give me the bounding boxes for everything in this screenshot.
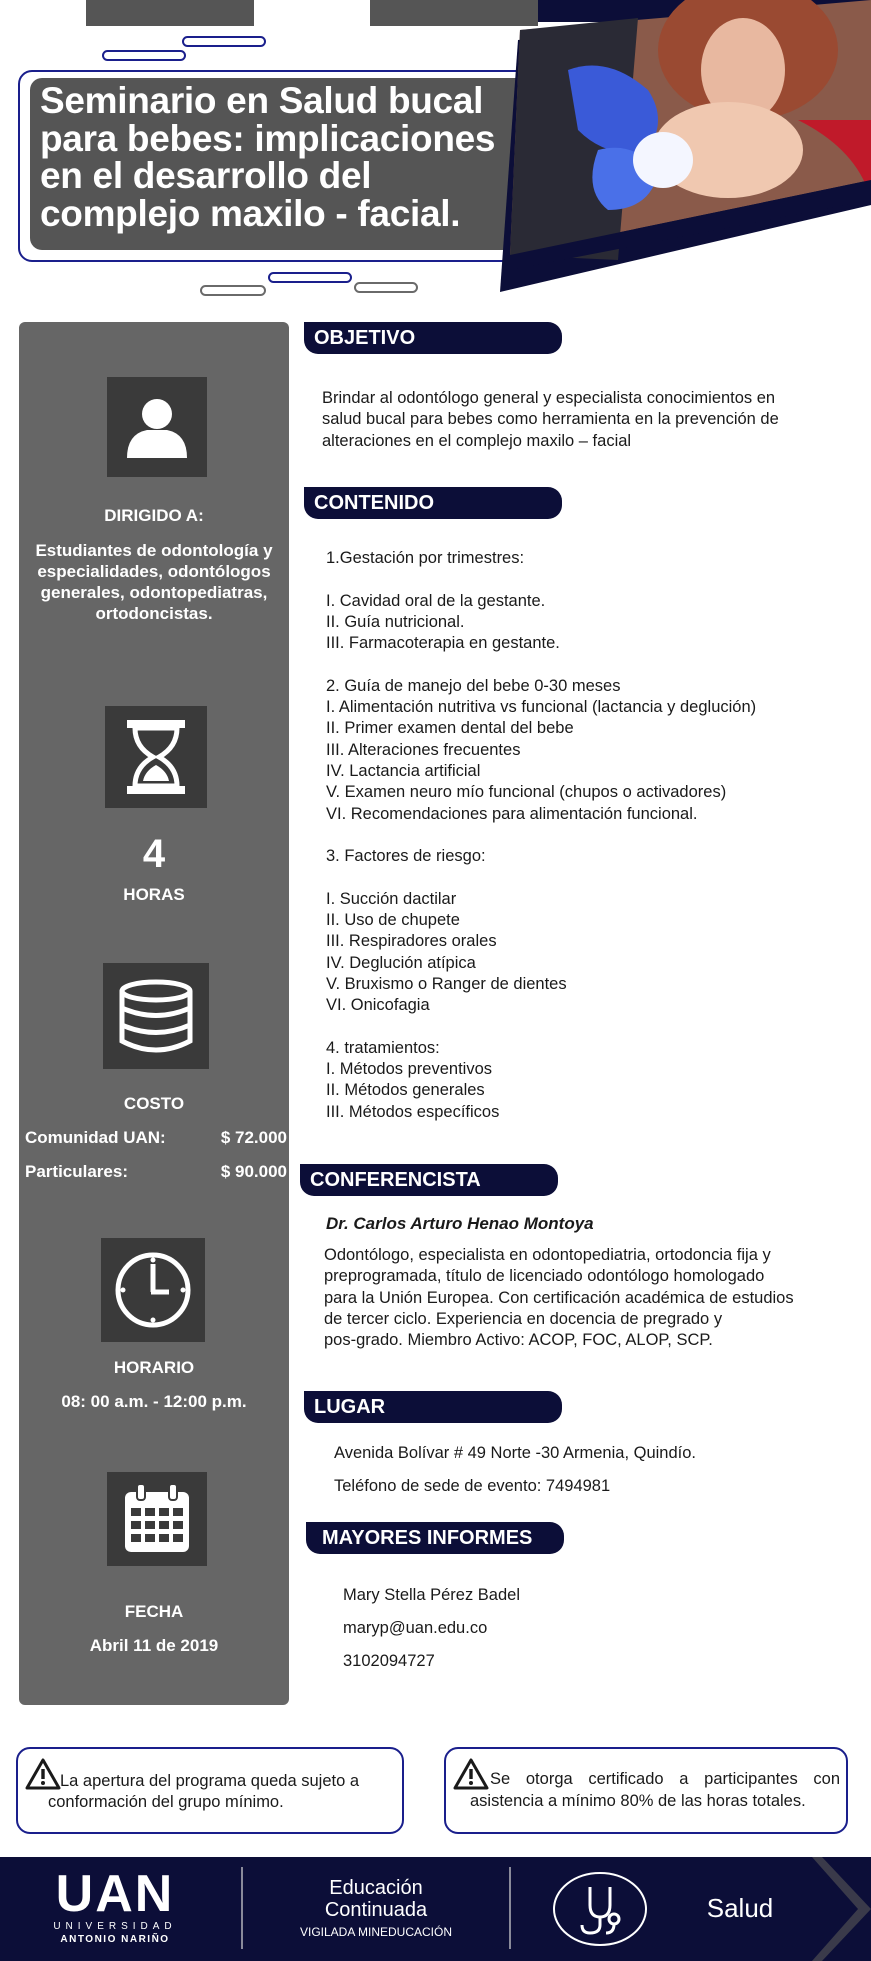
decor-pill — [200, 285, 266, 296]
contenido-line: II. Uso de chupete — [326, 911, 460, 930]
contenido-line: 4. tratamientos: — [326, 1038, 440, 1057]
objetivo-heading: OBJETIVO — [304, 322, 562, 354]
contenido-line — [326, 867, 846, 888]
dirigido-title: DIRIGIDO A: — [104, 506, 204, 525]
footer — [0, 1857, 871, 1961]
contenido-line: 2. Guía de manejo del bebe 0-30 meses — [326, 676, 621, 695]
decor-pill — [354, 282, 418, 293]
info-sidebar — [19, 322, 289, 1705]
contenido-line: III. Respiradores orales — [326, 932, 497, 951]
clock-icon — [101, 1238, 205, 1342]
contenido-line: I. Cavidad oral de la gestante. — [326, 591, 546, 610]
contenido-line: VI. Onicofagia — [326, 996, 430, 1015]
hours-label: HORAS — [123, 885, 185, 904]
contenido-line: II. Primer examen dental del bebe — [326, 719, 574, 738]
cost-title: COSTO — [123, 1094, 185, 1113]
footer-divider — [241, 1867, 243, 1949]
footer-divider — [509, 1867, 511, 1949]
lugar-phone: Teléfono de sede de evento: 7494981 — [334, 1477, 611, 1495]
uan-logo-sub2: ANTONIO NARIÑO — [60, 1934, 170, 1945]
calendar-icon — [107, 1472, 207, 1566]
contenido-line: VI. Recomendaciones para alimentación funcional. — [326, 804, 698, 823]
decor-pill — [268, 272, 352, 283]
notice-text: Se otorga certificado a participantes con — [490, 1770, 840, 1788]
date-title: FECHA — [124, 1602, 184, 1621]
program-line3: VIGILADA MINEDUCACIÓN — [299, 1925, 453, 1939]
hourglass-icon — [105, 706, 207, 808]
contenido-line: 1.Gestación por trimestres: — [326, 549, 525, 567]
warning-icon — [24, 1757, 62, 1791]
notice-text: La apertura del programa queda sujeto a — [60, 1772, 360, 1790]
contenido-line: I. Succión dactilar — [326, 889, 457, 908]
notice-text: conformación del grupo mínimo. — [48, 1793, 284, 1811]
contenido-line: IV. Lactancia artificial — [326, 761, 481, 780]
dirigido-text: Estudiantes de odontología y especialidades, odontólogos generales, odontopediatras, ortodoncistas. — [35, 541, 273, 623]
title-box — [30, 78, 530, 250]
schedule-title: HORARIO — [113, 1358, 195, 1377]
database-icon — [103, 963, 209, 1069]
contenido-line: II. Métodos generales — [326, 1081, 485, 1100]
contenido-line: III. Métodos específicos — [326, 1102, 500, 1121]
user-icon — [107, 377, 207, 477]
header-tab-left — [86, 0, 254, 26]
contenido-list — [326, 548, 846, 1123]
objetivo-text: Brindar al odontólogo general y especialista conocimientos en salud bucal para bebes como herramienta en la prevención de alteraciones en el complejo maxilo – facial — [322, 389, 779, 450]
lugar-address: Avenida Bolívar # 49 Norte -30 Armenia, Quindío. — [334, 1444, 696, 1462]
contenido-line: IV. Deglución atípica — [326, 953, 476, 972]
contenido-line — [326, 654, 846, 675]
program-line2: Continuada — [324, 1899, 428, 1921]
contact-phone: 3102094727 — [343, 1652, 435, 1670]
uan-logo: UAN — [55, 1865, 175, 1923]
stethoscope-icon — [552, 1871, 648, 1947]
contact-name: Mary Stella Pérez Badel — [343, 1586, 520, 1604]
area-label: Salud — [706, 1893, 774, 1923]
contenido-line: 3. Factores de riesgo: — [326, 847, 486, 866]
notice-text: asistencia a mínimo 80% de las horas totales. — [470, 1792, 806, 1810]
contenido-line — [326, 569, 846, 590]
contenido-heading: CONTENIDO — [304, 487, 562, 519]
hours-value: 4 — [142, 832, 166, 876]
schedule-value: 08: 00 a.m. - 12:00 p.m. — [61, 1392, 247, 1411]
contenido-line — [326, 825, 846, 846]
contenido-line: III. Alteraciones frecuentes — [326, 740, 521, 759]
conferencista-heading: CONFERENCISTA — [300, 1164, 558, 1196]
footer-arrow — [800, 1857, 871, 1961]
decor-pill — [182, 36, 266, 47]
contenido-line: V. Examen neuro mío funcional (chupos o activadores) — [326, 783, 727, 802]
speaker-name: Dr. Carlos Arturo Henao Montoya — [326, 1214, 594, 1233]
contenido-line — [326, 1017, 846, 1038]
lugar-heading: LUGAR — [304, 1391, 562, 1423]
page-title: Seminario en Salud bucal para bebes: implicaciones en el desarrollo del complejo maxilo - facial. — [40, 80, 496, 234]
date-value: Abril 11 de 2019 — [89, 1636, 219, 1655]
contenido-line: III. Farmacoterapia en gestante. — [326, 634, 560, 653]
cost-row: Particulares: $ 90.000 — [25, 1162, 287, 1181]
contenido-line: I. Alimentación nutritiva vs funcional (lactancia y deglución) — [326, 698, 757, 717]
informes-heading: MAYORES INFORMES — [306, 1522, 564, 1554]
decor-pill — [102, 50, 186, 61]
contact-email[interactable]: maryp@uan.edu.co — [343, 1619, 488, 1637]
speaker-bio: Odontólogo, especialista en odontopediatria, ortodoncia fija y preprogramada, título de licenciado odontólogo homologado para la Unión Europea. Con certificación académica de estudios de tercer ciclo. Experiencia en docencia de pregrado y pos-grado. Miembro Activo: ACOP, FOC, ALOP, SCP. — [324, 1246, 794, 1350]
contenido-line: II. Guía nutricional. — [326, 612, 465, 631]
program-line1: Educación — [329, 1877, 423, 1899]
contenido-line: V. Bruxismo o Ranger de dientes — [326, 974, 567, 993]
header-photo — [498, 0, 871, 295]
cost-row: Comunidad UAN: $ 72.000 — [25, 1128, 287, 1147]
uan-logo-sub1: UNIVERSIDAD — [53, 1921, 177, 1932]
notice-box — [444, 1747, 848, 1834]
notice-box — [16, 1747, 404, 1834]
contenido-line: I. Métodos preventivos — [326, 1060, 492, 1079]
warning-icon — [452, 1757, 490, 1791]
